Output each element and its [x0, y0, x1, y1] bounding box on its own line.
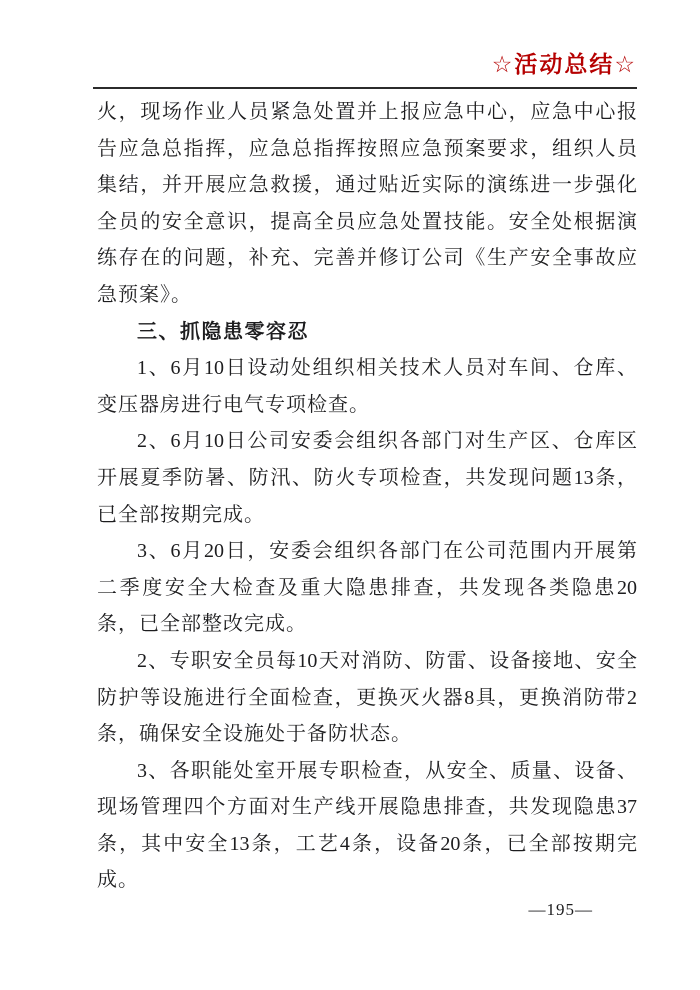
- text-line: 2、专职安全员每10天对消防、防雷、设备接地、安全: [137, 649, 637, 672]
- text-line: 变压器房进行电气专项检查。: [97, 393, 370, 416]
- section-heading: 三、抓隐患零容忍: [137, 320, 309, 343]
- page-number: —195—: [528, 900, 593, 919]
- text-line: 全员的安全意识，提高全员应急处置技能。安全处根据演: [97, 210, 637, 233]
- text-line: 现场管理四个方面对生产线开展隐患排查，共发现隐患37: [97, 796, 637, 819]
- text-line: 告应急总指挥，应急总指挥按照应急预案要求，组织人员: [97, 137, 637, 160]
- text-line: 2、6月10日公司安委会组织各部门对生产区、仓库区: [137, 430, 637, 453]
- text-line: 二季度安全大检查及重大隐患排查，共发现各类隐患20: [97, 576, 637, 599]
- text-line: 防护等设施进行全面检查，更换灭火器8具，更换消防带2: [97, 686, 637, 709]
- text-line: 急预案》。: [97, 283, 192, 306]
- page-header-title: ☆活动总结☆: [491, 51, 637, 77]
- text-line: 条，确保安全设施处于备防状态。: [97, 723, 412, 746]
- header-divider: [93, 87, 637, 89]
- text-line: 集结，并开展应急救援，通过贴近实际的演练进一步强化: [97, 174, 637, 197]
- document-body: [97, 94, 637, 899]
- text-line: 成。: [97, 869, 139, 892]
- text-line: 条，其中安全13条，工艺4条，设备20条，已全部按期完: [97, 832, 637, 855]
- text-line: 练存在的问题，补充、完善并修订公司《生产安全事故应: [97, 247, 637, 270]
- text-line: 已全部按期完成。: [97, 503, 265, 526]
- text-line: 开展夏季防暑、防汛、防火专项检查，共发现问题13条，: [97, 466, 637, 489]
- text-line: 火，现场作业人员紧急处置并上报应急中心，应急中心报: [97, 101, 637, 123]
- text-line: 1、6月10日设动处组织相关技术人员对车间、仓库、: [137, 357, 637, 380]
- text-line: 3、6月20日，安委会组织各部门在公司范围内开展第: [137, 540, 637, 563]
- text-line: 条，已全部整改完成。: [97, 613, 307, 636]
- text-line: 3、各职能处室开展专职检查，从安全、质量、设备、: [137, 759, 637, 782]
